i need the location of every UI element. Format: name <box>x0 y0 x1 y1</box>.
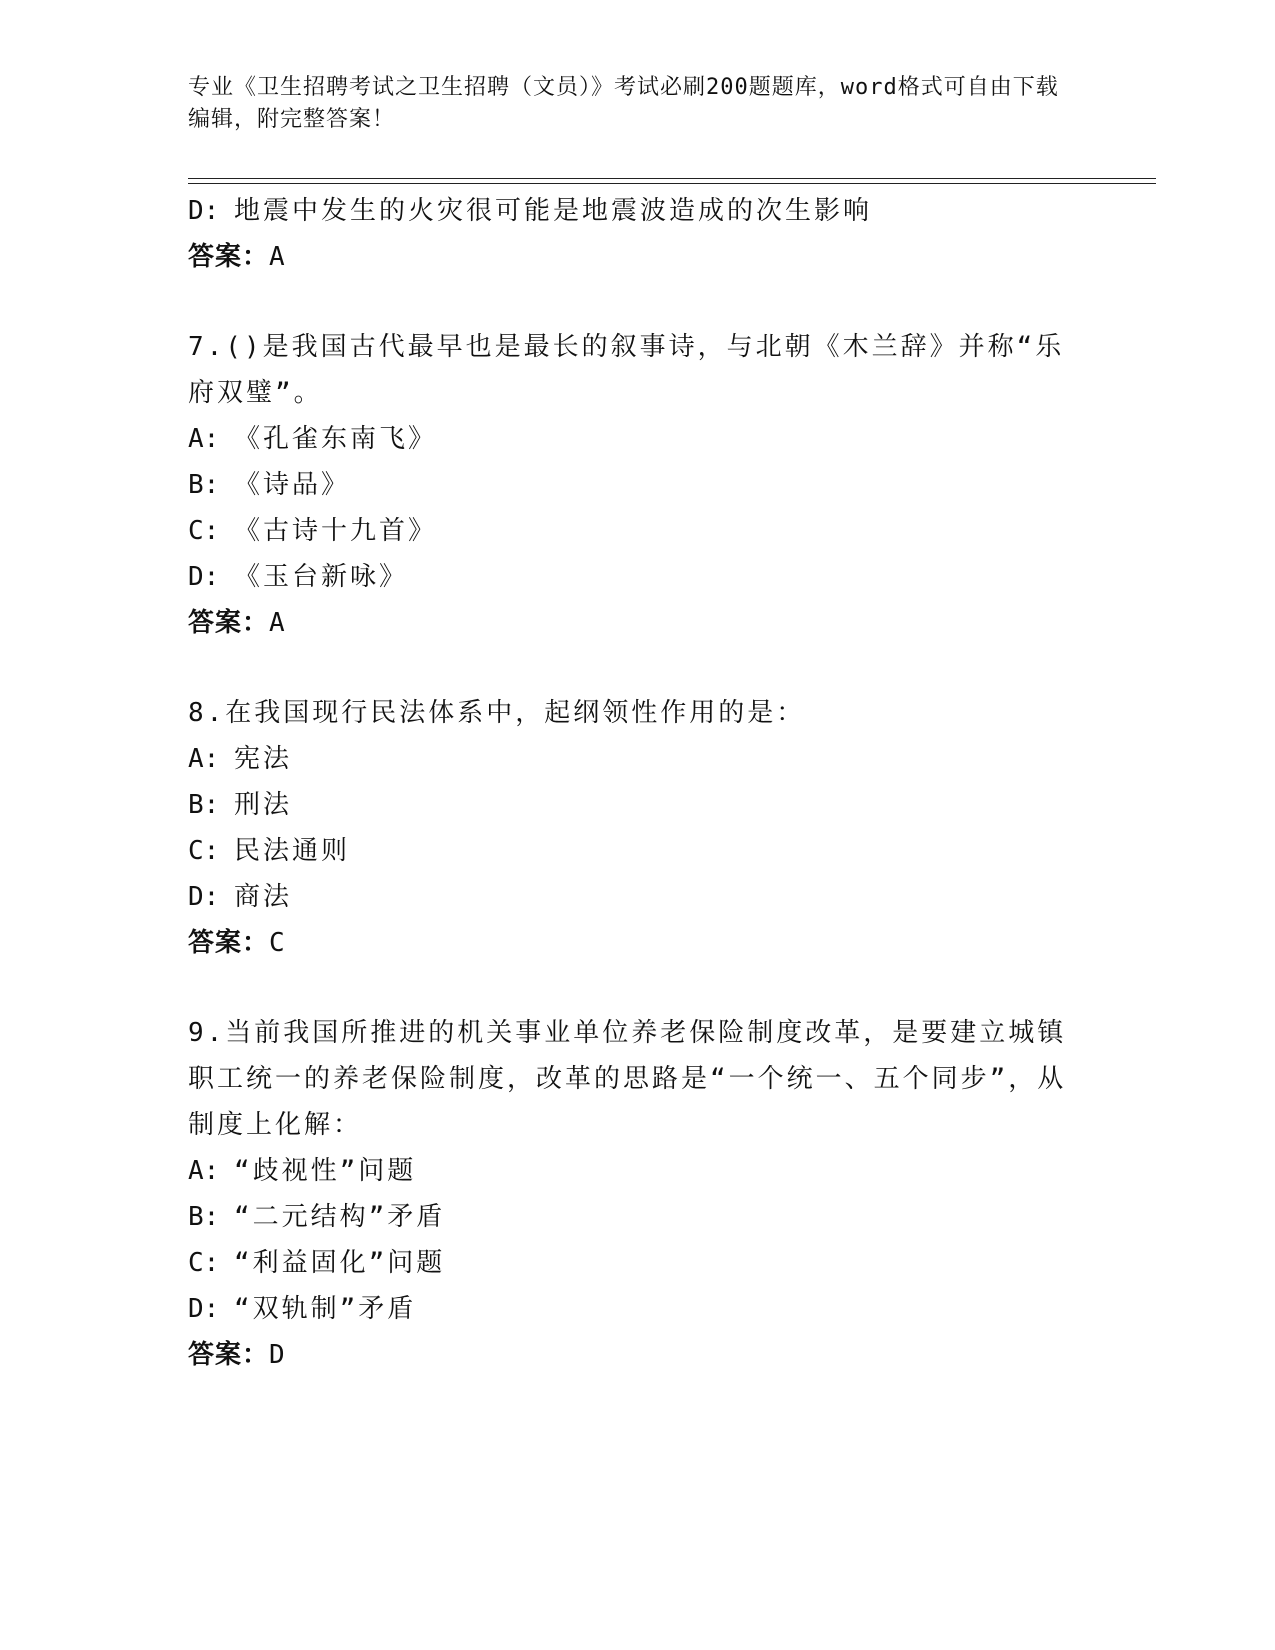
header-rule-top <box>188 178 1156 179</box>
question-list <box>188 188 1068 1378</box>
option-label: A: <box>188 1156 220 1186</box>
option-text: “歧视性”问题 <box>234 1156 417 1186</box>
option-text: “二元结构”矛盾 <box>234 1202 446 1232</box>
option-b <box>188 782 1068 828</box>
option-label: D: <box>188 562 220 592</box>
question-8 <box>188 690 1068 966</box>
answer-label: 答案： <box>188 928 270 958</box>
answer <box>188 1332 1068 1378</box>
option-a <box>188 1148 1068 1194</box>
question-stem: 9.当前我国所推进的机关事业单位养老保险制度改革，是要建立城镇职工统一的养老保险制度，改革的思路是“一个统一、五个同步”，从制度上化解： <box>188 1018 1067 1140</box>
option-text: 民法通则 <box>234 836 351 866</box>
prev-answer <box>188 234 1068 280</box>
option-text: 刑法 <box>234 790 293 820</box>
option-text: 商法 <box>234 882 293 912</box>
option-label: A: <box>188 424 220 454</box>
answer-label: 答案： <box>188 608 270 638</box>
option-d <box>188 1286 1068 1332</box>
option-text: 《玉台新咏》 <box>234 562 409 592</box>
option-label: C: <box>188 1248 220 1278</box>
answer-label: 答案： <box>188 1340 270 1370</box>
option-c <box>188 508 1068 554</box>
option-text: 《诗品》 <box>234 470 351 500</box>
question-7 <box>188 324 1068 646</box>
option-text: 《古诗十九首》 <box>234 516 438 546</box>
answer <box>188 600 1068 646</box>
option-label: D: <box>188 882 220 912</box>
page-header: 专业《卫生招聘考试之卫生招聘（文员）》考试必刷200题题库，word格式可自由下载编辑，附完整答案！ <box>188 75 1059 132</box>
answer-value: A <box>269 608 286 638</box>
question-stem: 8.在我国现行民法体系中，起纲领性作用的是： <box>188 698 806 728</box>
option-label: A: <box>188 744 220 774</box>
answer <box>188 920 1068 966</box>
answer-value: A <box>269 242 286 272</box>
option-b <box>188 462 1068 508</box>
option-d <box>188 874 1068 920</box>
option-text: “利益固化”问题 <box>234 1248 446 1278</box>
answer-value: D <box>269 1340 286 1370</box>
option-label: C: <box>188 836 220 866</box>
option-label: C: <box>188 516 220 546</box>
spacer <box>188 646 1068 690</box>
option-text: 宪法 <box>234 744 293 774</box>
answer-label: 答案： <box>188 242 270 272</box>
spacer <box>188 966 1068 1010</box>
option-a <box>188 736 1068 782</box>
option-label: D: <box>188 1294 220 1324</box>
option-label: B: <box>188 790 220 820</box>
option-c <box>188 828 1068 874</box>
option-a <box>188 416 1068 462</box>
question-9 <box>188 1010 1068 1378</box>
option-c <box>188 1240 1068 1286</box>
option-label: B: <box>188 1202 220 1232</box>
option-text: 地震中发生的火灾很可能是地震波造成的次生影响 <box>234 196 873 226</box>
spacer <box>188 280 1068 324</box>
question-stem: 7.()是我国古代最早也是最长的叙事诗，与北朝《木兰辞》并称“乐府双璧”。 <box>188 332 1065 408</box>
prev-option-d <box>188 188 1068 234</box>
option-b <box>188 1194 1068 1240</box>
answer-value: C <box>269 928 286 958</box>
option-d <box>188 554 1068 600</box>
header-rule-bottom <box>188 183 1156 184</box>
option-label: B: <box>188 470 220 500</box>
option-label: D: <box>188 196 220 226</box>
option-text: “双轨制”矛盾 <box>234 1294 417 1324</box>
option-text: 《孔雀东南飞》 <box>234 424 438 454</box>
